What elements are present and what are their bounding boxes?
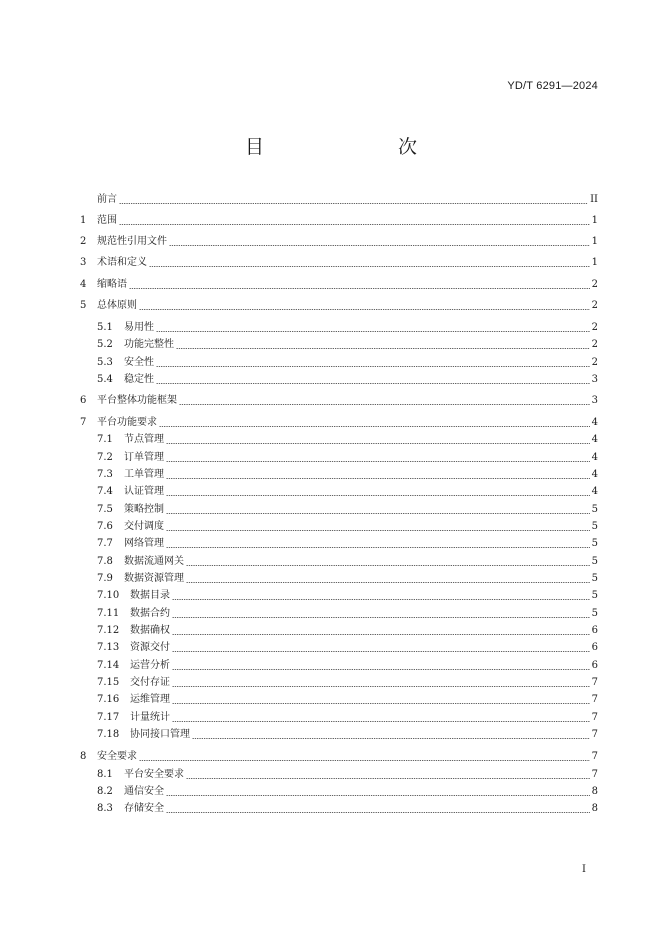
toc-leader-dots xyxy=(139,760,590,761)
toc-entry-label: 稳定性 xyxy=(124,374,154,385)
toc-leader-dots xyxy=(159,426,590,427)
toc-leader-dots xyxy=(172,599,590,600)
toc-leader-dots xyxy=(186,582,590,583)
toc-entry-label: 资源交付 xyxy=(130,642,170,653)
toc-entry-page: 6 xyxy=(591,625,598,636)
toc-leader-dots xyxy=(166,478,590,479)
toc-entry[interactable] xyxy=(80,255,598,269)
toc-entry[interactable] xyxy=(97,432,598,446)
toc-entry-page: 5 xyxy=(591,556,598,567)
toc-entry-label: 运维管理 xyxy=(130,694,170,705)
toc-entry[interactable] xyxy=(80,749,598,763)
toc-entry-page: 1 xyxy=(591,257,598,268)
toc-entry[interactable] xyxy=(97,675,598,689)
toc-entry-label: 易用性 xyxy=(124,322,154,333)
toc-entry-label: 前言 xyxy=(97,194,117,205)
toc-entry-number: 7.8 xyxy=(97,556,113,567)
toc-entry-label: 安全要求 xyxy=(97,751,137,762)
toc-entry-label: 策略控制 xyxy=(124,504,164,515)
toc-entry-number: 7.13 xyxy=(97,642,120,653)
toc-entry-number: 1 xyxy=(80,215,87,226)
toc-entry-label: 存储安全 xyxy=(124,803,164,814)
toc-leader-dots xyxy=(166,547,590,548)
toc-leader-dots xyxy=(172,617,590,618)
toc-entry-label: 网络管理 xyxy=(124,538,164,549)
toc-entry[interactable] xyxy=(80,213,598,227)
toc-entry-page: 8 xyxy=(591,786,598,797)
toc-entry[interactable] xyxy=(80,192,598,206)
toc-entry[interactable] xyxy=(80,234,598,248)
toc-entry[interactable] xyxy=(80,298,598,312)
toc-entry-number: 7.17 xyxy=(97,712,120,723)
toc-entry-label: 功能完整性 xyxy=(124,339,174,350)
toc-entry-number: 8.2 xyxy=(97,786,113,797)
toc-leader-dots xyxy=(172,669,590,670)
toc-leader-dots xyxy=(156,331,590,332)
toc-leader-dots xyxy=(172,721,590,722)
toc-entry-number: 7 xyxy=(80,417,87,428)
toc-entry[interactable] xyxy=(97,337,598,351)
toc-entry[interactable] xyxy=(97,640,598,654)
toc-entry[interactable] xyxy=(97,658,598,672)
toc-entry-number: 7.1 xyxy=(97,434,113,445)
toc-leader-dots xyxy=(166,795,590,796)
toc-entry-page: 5 xyxy=(591,504,598,515)
page-title: 目 次 xyxy=(244,136,449,158)
toc-entry-page: 5 xyxy=(591,573,598,584)
toc-entry-label: 节点管理 xyxy=(124,434,164,445)
toc-entry-page: 7 xyxy=(591,677,598,688)
toc-entry-label: 总体原则 xyxy=(97,300,137,311)
toc-entry-label: 范围 xyxy=(97,215,117,226)
toc-leader-dots xyxy=(172,651,590,652)
page-number: I xyxy=(582,864,586,875)
toc-entry-label: 安全性 xyxy=(124,357,154,368)
toc-entry-page: 5 xyxy=(591,521,598,532)
toc-leader-dots xyxy=(176,348,590,349)
toc-leader-dots xyxy=(156,383,590,384)
toc-entry-number: 7.3 xyxy=(97,469,113,480)
toc-entry-label: 协同接口管理 xyxy=(130,729,190,740)
toc-entry[interactable] xyxy=(97,519,598,533)
toc-entry-number: 5.2 xyxy=(97,339,113,350)
toc-entry[interactable] xyxy=(97,623,598,637)
toc-entry[interactable] xyxy=(97,606,598,620)
toc-entry[interactable] xyxy=(97,727,598,741)
toc-entry-number: 5.1 xyxy=(97,322,113,333)
toc-entry-label: 平台安全要求 xyxy=(124,769,184,780)
toc-entry-number: 8.1 xyxy=(97,769,113,780)
toc-entry-number: 3 xyxy=(80,257,87,268)
toc-entry-label: 数据资源管理 xyxy=(124,573,184,584)
toc-entry-number: 7.7 xyxy=(97,538,113,549)
toc-entry-number: 5 xyxy=(80,300,87,311)
toc-entry-number: 6 xyxy=(80,395,87,406)
toc-leader-dots xyxy=(119,203,588,204)
toc-entry-label: 数据流通网关 xyxy=(124,556,184,567)
toc-entry-page: 6 xyxy=(591,642,598,653)
toc-entry-number: 8 xyxy=(80,751,87,762)
toc-entry-label: 缩略语 xyxy=(97,279,127,290)
toc-leader-dots xyxy=(172,634,590,635)
toc-entry-number: 2 xyxy=(80,236,87,247)
toc-entry-page: 5 xyxy=(591,608,598,619)
toc-entry-page: 5 xyxy=(591,590,598,601)
toc-entry-label: 规范性引用文件 xyxy=(97,236,167,247)
toc-entry-page: 1 xyxy=(591,215,598,226)
toc-entry-label: 计量统计 xyxy=(130,712,170,723)
toc-entry-page: 1 xyxy=(591,236,598,247)
toc-entry[interactable] xyxy=(97,588,598,602)
toc-entry-page: 7 xyxy=(591,751,598,762)
toc-leader-dots xyxy=(169,245,590,246)
toc-entry-number: 7.6 xyxy=(97,521,113,532)
toc-leader-dots xyxy=(139,309,590,310)
toc-entry[interactable] xyxy=(97,372,598,386)
toc-entry-number: 7.5 xyxy=(97,504,113,515)
toc-entry-page: 4 xyxy=(591,417,598,428)
toc-entry-page: 4 xyxy=(591,486,598,497)
toc-entry-number: 8.3 xyxy=(97,803,113,814)
toc-entry-label: 交付调度 xyxy=(124,521,164,532)
toc-entry-number: 7.12 xyxy=(97,625,120,636)
toc-entry-page: II xyxy=(590,194,598,205)
toc-entry-label: 平台功能要求 xyxy=(97,417,157,428)
toc-leader-dots xyxy=(192,738,590,739)
document-code: YD/T 6291—2024 xyxy=(507,80,598,92)
toc-entry[interactable] xyxy=(97,554,598,568)
toc-entry[interactable] xyxy=(80,415,598,429)
toc-leader-dots xyxy=(179,404,590,405)
toc-entry[interactable] xyxy=(97,692,598,706)
toc-entry-number: 7.9 xyxy=(97,573,113,584)
toc-entry[interactable] xyxy=(97,502,598,516)
toc-entry-page: 5 xyxy=(591,538,598,549)
toc-entry[interactable] xyxy=(97,355,598,369)
toc-entry-page: 7 xyxy=(591,729,598,740)
toc-entry[interactable] xyxy=(97,536,598,550)
toc-entry-page: 2 xyxy=(591,339,598,350)
toc-entry-page: 2 xyxy=(591,300,598,311)
toc-entry-number: 7.10 xyxy=(97,590,120,601)
toc-entry-number: 7.18 xyxy=(97,729,120,740)
toc-entry-page: 4 xyxy=(591,469,598,480)
toc-entry-label: 数据确权 xyxy=(130,625,170,636)
toc-entry-page: 6 xyxy=(591,660,598,671)
toc-leader-dots xyxy=(166,530,590,531)
toc-leader-dots xyxy=(166,513,590,514)
toc-entry-number: 7.15 xyxy=(97,677,120,688)
toc-entry-label: 认证管理 xyxy=(124,486,164,497)
toc-entry-page: 4 xyxy=(591,434,598,445)
toc-leader-dots xyxy=(149,266,590,267)
toc-entry-page: 7 xyxy=(591,712,598,723)
toc-entry-page: 3 xyxy=(591,374,598,385)
toc-entry[interactable] xyxy=(97,467,598,481)
toc-entry-label: 工单管理 xyxy=(124,469,164,480)
toc-entry-number: 5.3 xyxy=(97,357,113,368)
toc-entry[interactable] xyxy=(97,320,598,334)
toc-entry-number: 4 xyxy=(80,279,87,290)
toc-leader-dots xyxy=(186,565,590,566)
toc-entry-page: 3 xyxy=(591,395,598,406)
toc-entry[interactable] xyxy=(97,450,598,464)
toc-entry-label: 术语和定义 xyxy=(97,257,147,268)
toc-leader-dots xyxy=(156,366,590,367)
toc-entry[interactable] xyxy=(97,710,598,724)
toc-leader-dots xyxy=(129,288,590,289)
toc-entry[interactable] xyxy=(97,484,598,498)
toc-entry-page: 8 xyxy=(591,803,598,814)
toc-entry[interactable] xyxy=(97,784,598,798)
toc-entry-page: 7 xyxy=(591,769,598,780)
toc-entry-number: 7.4 xyxy=(97,486,113,497)
toc-entry-label: 数据合约 xyxy=(130,608,170,619)
toc-leader-dots xyxy=(172,686,590,687)
toc-entry-number: 7.2 xyxy=(97,452,113,463)
toc-leader-dots xyxy=(166,443,590,444)
toc-leader-dots xyxy=(166,495,590,496)
toc-leader-dots xyxy=(186,778,590,779)
toc-entry-page: 4 xyxy=(591,452,598,463)
toc-entry-label: 数据目录 xyxy=(130,590,170,601)
toc-entry-label: 订单管理 xyxy=(124,452,164,463)
toc-leader-dots xyxy=(119,224,590,225)
toc-entry-number: 7.16 xyxy=(97,694,120,705)
toc-entry[interactable] xyxy=(80,277,598,291)
toc-entry[interactable] xyxy=(97,767,598,781)
toc-entry-label: 平台整体功能框架 xyxy=(97,395,177,406)
toc-leader-dots xyxy=(172,703,590,704)
toc-leader-dots xyxy=(166,461,590,462)
toc-entry-page: 2 xyxy=(591,357,598,368)
toc-entry[interactable] xyxy=(97,571,598,585)
toc-entry-number: 5.4 xyxy=(97,374,113,385)
toc-entry-label: 运营分析 xyxy=(130,660,170,671)
toc-entry-number: 7.11 xyxy=(97,608,120,619)
toc-entry-label: 通信安全 xyxy=(124,786,164,797)
toc-entry-label: 交付存证 xyxy=(130,677,170,688)
toc-entry-number: 7.14 xyxy=(97,660,120,671)
toc-entry[interactable] xyxy=(80,393,598,407)
toc-entry-page: 2 xyxy=(591,279,598,290)
toc-entry-page: 7 xyxy=(591,694,598,705)
toc-entry-page: 2 xyxy=(591,322,598,333)
toc-entry[interactable] xyxy=(97,801,598,815)
toc-leader-dots xyxy=(166,812,590,813)
